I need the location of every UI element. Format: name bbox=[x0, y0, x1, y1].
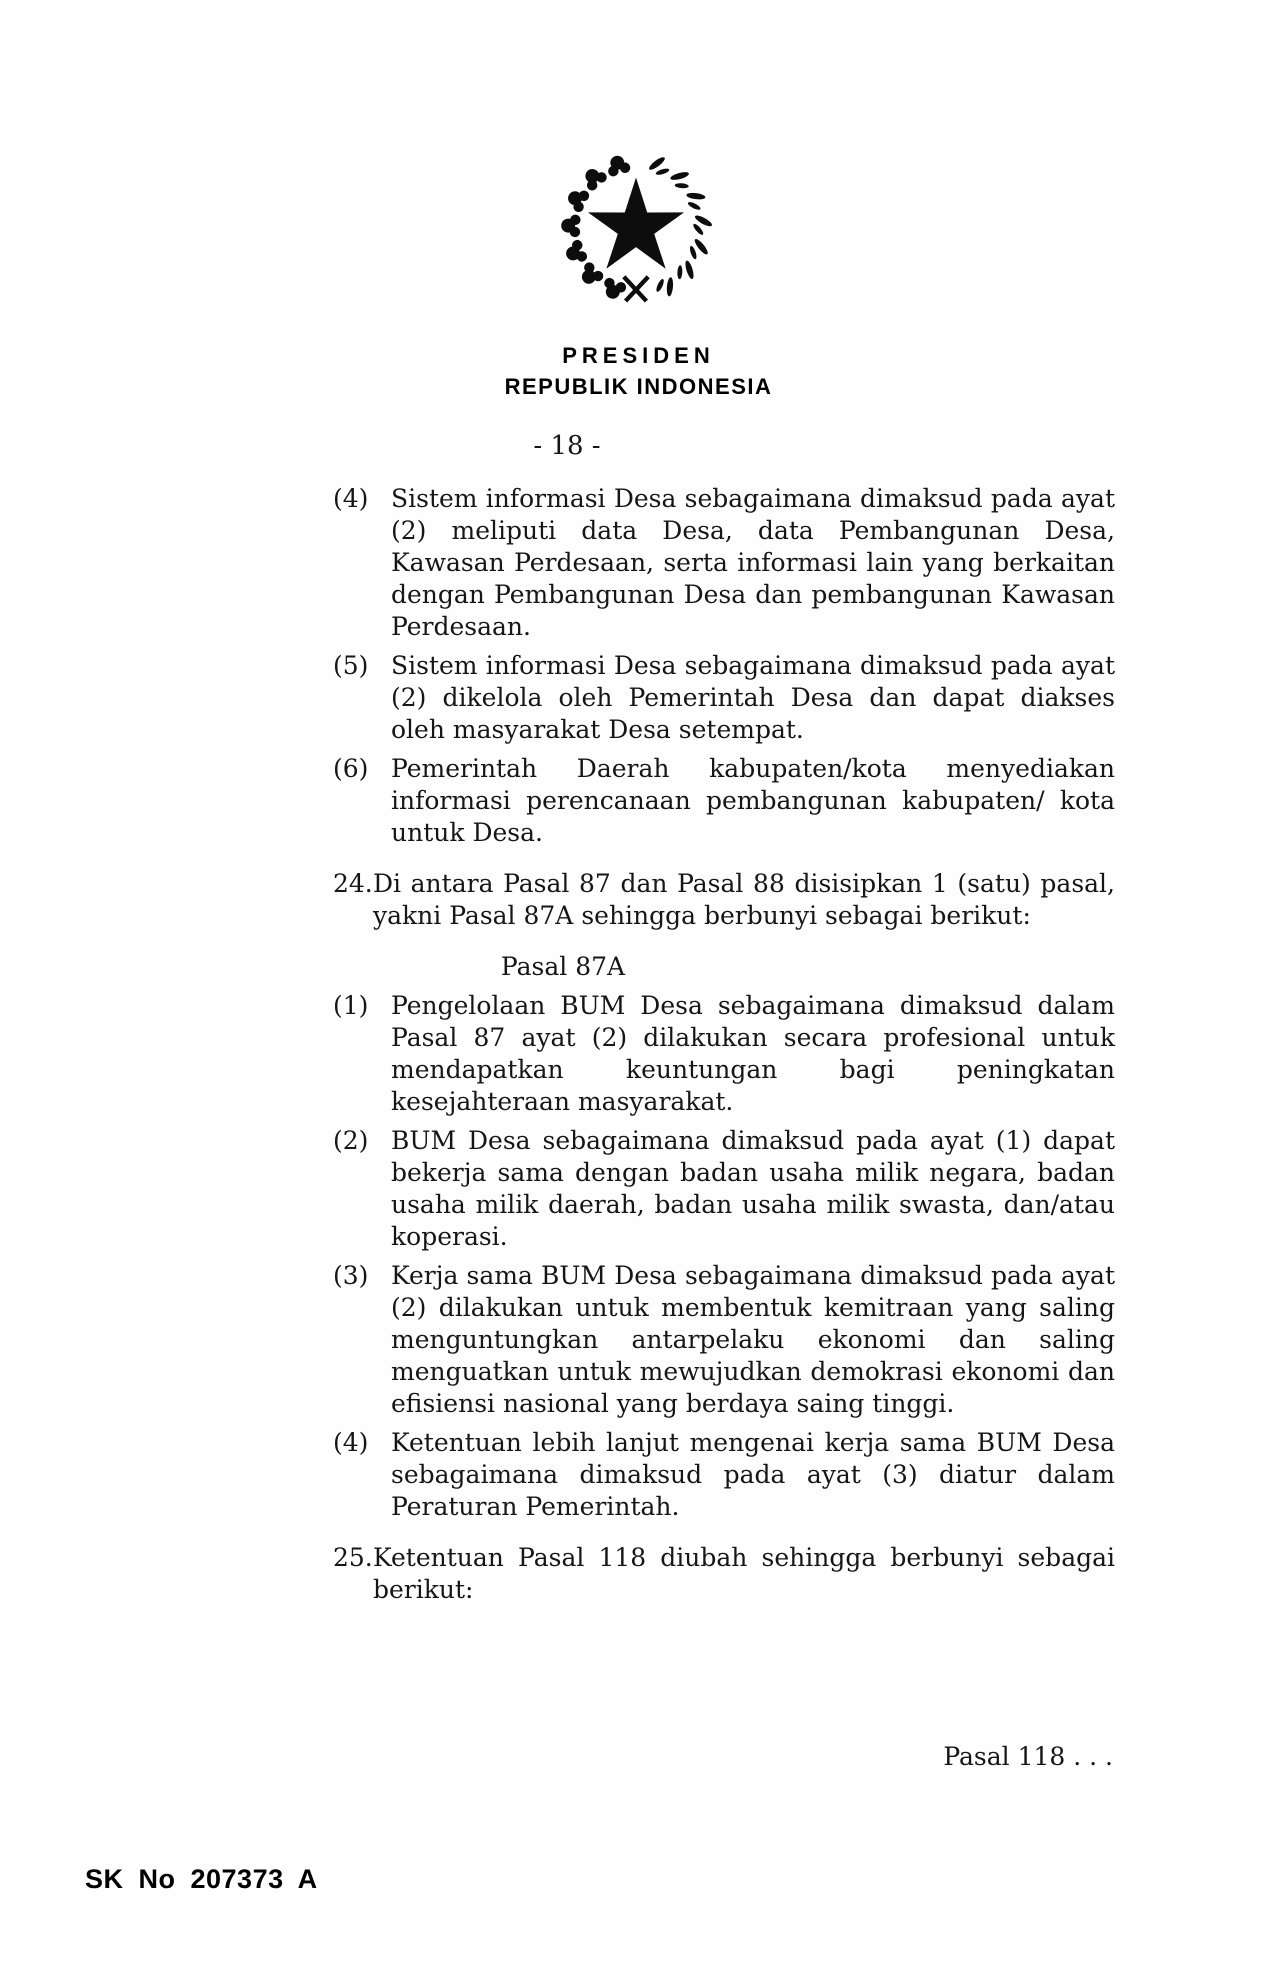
star-wreath-icon bbox=[549, 136, 723, 320]
numbered-item-24 bbox=[333, 868, 1115, 932]
ayat-marker: (6) bbox=[333, 754, 369, 783]
page-number: - 18 - bbox=[533, 431, 601, 461]
ayat-item bbox=[333, 483, 1115, 643]
pasal-87a-heading: Pasal 87A bbox=[500, 952, 626, 981]
item-marker: 24. bbox=[333, 869, 373, 898]
ayat-marker: (1) bbox=[333, 991, 369, 1020]
numbered-item-25 bbox=[333, 1542, 1115, 1606]
pasal-87a-item bbox=[333, 1260, 1115, 1420]
item-text: Ketentuan Pasal 118 diubah sehingga berbunyi sebagai berikut: bbox=[373, 1543, 1115, 1604]
ayat-text: Pemerintah Daerah kabupaten/kota menyediakan informasi perencanaan pembangunan kabupaten/ kota untuk Desa. bbox=[391, 754, 1115, 847]
ayat-text: Kerja sama BUM Desa sebagaimana dimaksud pada ayat (2) dilakukan untuk membentuk kemitraan yang saling menguntungkan antarpelaku ekonomi dan saling menguatkan untuk mewujudkan demokrasi ekonomi dan efisiensi nasional yang berdaya saing tinggi. bbox=[391, 1261, 1115, 1418]
ayat-text: Sistem informasi Desa sebagaimana dimaksud pada ayat (2) meliputi data Desa, data Pembangunan Desa, Kawasan Perdesaan, serta informasi lain yang berkaitan dengan Pembangunan Desa dan pembangunan Kawasan Perdesaan. bbox=[391, 484, 1115, 641]
letterhead-line1: PRESIDEN bbox=[562, 343, 715, 368]
ayat-item bbox=[333, 650, 1115, 746]
presidential-emblem bbox=[549, 136, 723, 320]
document-body bbox=[333, 483, 1115, 1606]
ayat-item bbox=[333, 753, 1115, 849]
item-marker: 25. bbox=[333, 1543, 373, 1572]
pasal-87a-item bbox=[333, 990, 1115, 1118]
item-text: Di antara Pasal 87 dan Pasal 88 disisipkan 1 (satu) pasal, yakni Pasal 87A sehingga berbunyi sebagai berikut: bbox=[373, 869, 1115, 930]
ayat-marker: (4) bbox=[333, 484, 369, 513]
ayat-text: Ketentuan lebih lanjut mengenai kerja sama BUM Desa sebagaimana dimaksud pada ayat (3) diatur dalam Peraturan Pemerintah. bbox=[391, 1428, 1115, 1521]
letterhead-line2: REPUBLIK INDONESIA bbox=[504, 374, 773, 399]
ayat-marker: (4) bbox=[333, 1428, 369, 1457]
ayat-text: Pengelolaan BUM Desa sebagaimana dimaksud dalam Pasal 87 ayat (2) dilakukan secara profesional untuk mendapatkan keuntungan bagi peningkatan kesejahteraan masyarakat. bbox=[391, 991, 1115, 1116]
ayat-text: BUM Desa sebagaimana dimaksud pada ayat (1) dapat bekerja sama dengan badan usaha milik negara, badan usaha milik daerah, badan usaha milik swasta, dan/atau koperasi. bbox=[391, 1126, 1115, 1251]
ayat-text: Sistem informasi Desa sebagaimana dimaksud pada ayat (2) dikelola oleh Pemerintah Desa dan dapat diakses oleh masyarakat Desa setempat. bbox=[391, 651, 1115, 744]
ayat-marker: (3) bbox=[333, 1261, 369, 1290]
pasal-87a-item bbox=[333, 1427, 1115, 1523]
doc-code: SK No 207373 A bbox=[85, 1864, 318, 1894]
catchword: Pasal 118 . . . bbox=[943, 1742, 1113, 1771]
letterhead bbox=[0, 343, 1277, 400]
pasal-87a-item bbox=[333, 1125, 1115, 1253]
ayat-marker: (5) bbox=[333, 651, 369, 680]
ayat-marker: (2) bbox=[333, 1126, 369, 1155]
